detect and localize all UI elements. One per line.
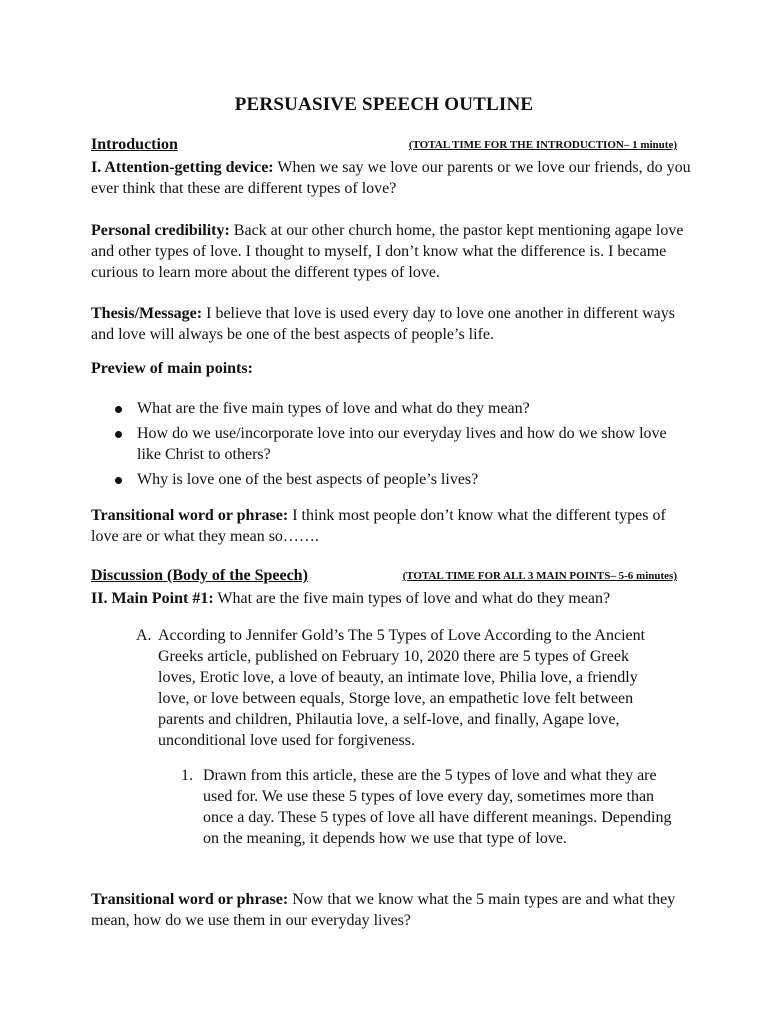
thesis-message — [91, 303, 691, 345]
preview-point: How do we use/incorporate love into our everyday lives and how do we show love like Christ to others? — [91, 423, 691, 465]
intro-transition — [91, 505, 691, 547]
main-point-text: What are the five main types of love and what do they mean? — [213, 590, 611, 607]
transition-text: Now that we know what the 5 main types are and what they mean, how do we use them in our everyday lives? — [91, 891, 676, 929]
introduction-header — [91, 136, 677, 158]
bullet-icon — [115, 477, 122, 484]
sub-point-1-text: Drawn from this article, these are the 5 types of love and what they are used for. We use these 5 types of love every day, sometimes more than once a day. These 5 types of love all have different meanings. Depending on the meaning, it depends how we use that type of love. — [203, 767, 672, 847]
main-point-label: II. Main Point #1: — [91, 590, 214, 607]
credibility-label: Personal credibility: — [91, 222, 230, 239]
transition-label: Transitional word or phrase: — [91, 507, 289, 524]
preview-heading — [91, 358, 691, 379]
sub-point-a-text: According to Jennifer Gold’s The 5 Types of Love According to the Ancient Greeks article, published on February 10, 2020 there are 5 types of Greek loves, Erotic love, a love of beauty, an intimate love, Philia love, a friendly love, or love between equals, Storge love, an empathetic love felt between parents and children, Philautia love, a self-love, and finally, Agape love, unconditional love used for forgiveness. — [158, 627, 646, 749]
transition-text: I think most people don’t know what the different types of love are or what they mean so……. — [91, 507, 666, 545]
document-title: PERSUASIVE SPEECH OUTLINE — [234, 94, 534, 115]
sub-point-1 — [181, 765, 680, 849]
sub-point-1-marker: 1. — [181, 767, 193, 784]
main-point-1 — [91, 588, 691, 609]
attention-getting-device — [91, 157, 691, 199]
attention-text: When we say we love our parents or we love our friends, do you ever think that these are different types of love? — [91, 159, 691, 197]
attention-label: I. Attention-getting device: — [91, 159, 274, 176]
thesis-label: Thesis/Message: — [91, 305, 203, 322]
bullet-icon — [115, 406, 122, 413]
introduction-time-note: (TOTAL TIME FOR THE INTRODUCTION– 1 minute) — [408, 139, 677, 151]
discussion-time-note: (TOTAL TIME FOR ALL 3 MAIN POINTS– 5-6 minutes) — [402, 570, 677, 582]
preview-points-list — [91, 398, 691, 494]
discussion-heading: Discussion (Body of the Speech) — [91, 567, 308, 584]
sub-point-a-marker: A. — [136, 627, 152, 644]
sub-point-a — [136, 625, 664, 751]
credibility-text: Back at our other church home, the pastor kept mentioning agape love and other types of love. I thought to myself, I don’t know what the difference is. I became curious to learn more about the different types of love. — [91, 222, 684, 281]
bullet-icon — [115, 431, 122, 438]
discussion-header — [91, 567, 677, 589]
preview-label: Preview of main points: — [91, 360, 253, 377]
personal-credibility — [91, 220, 691, 283]
thesis-text: I believe that love is used every day to love one another in different ways and love will always be one of the best aspects of people’s life. — [91, 305, 675, 343]
preview-point: Why is love one of the best aspects of people’s lives? — [91, 469, 691, 490]
introduction-heading: Introduction — [91, 136, 178, 153]
transition-label: Transitional word or phrase: — [91, 891, 289, 908]
preview-point: What are the five main types of love and what do they mean? — [91, 398, 691, 419]
discussion-transition — [91, 889, 691, 931]
